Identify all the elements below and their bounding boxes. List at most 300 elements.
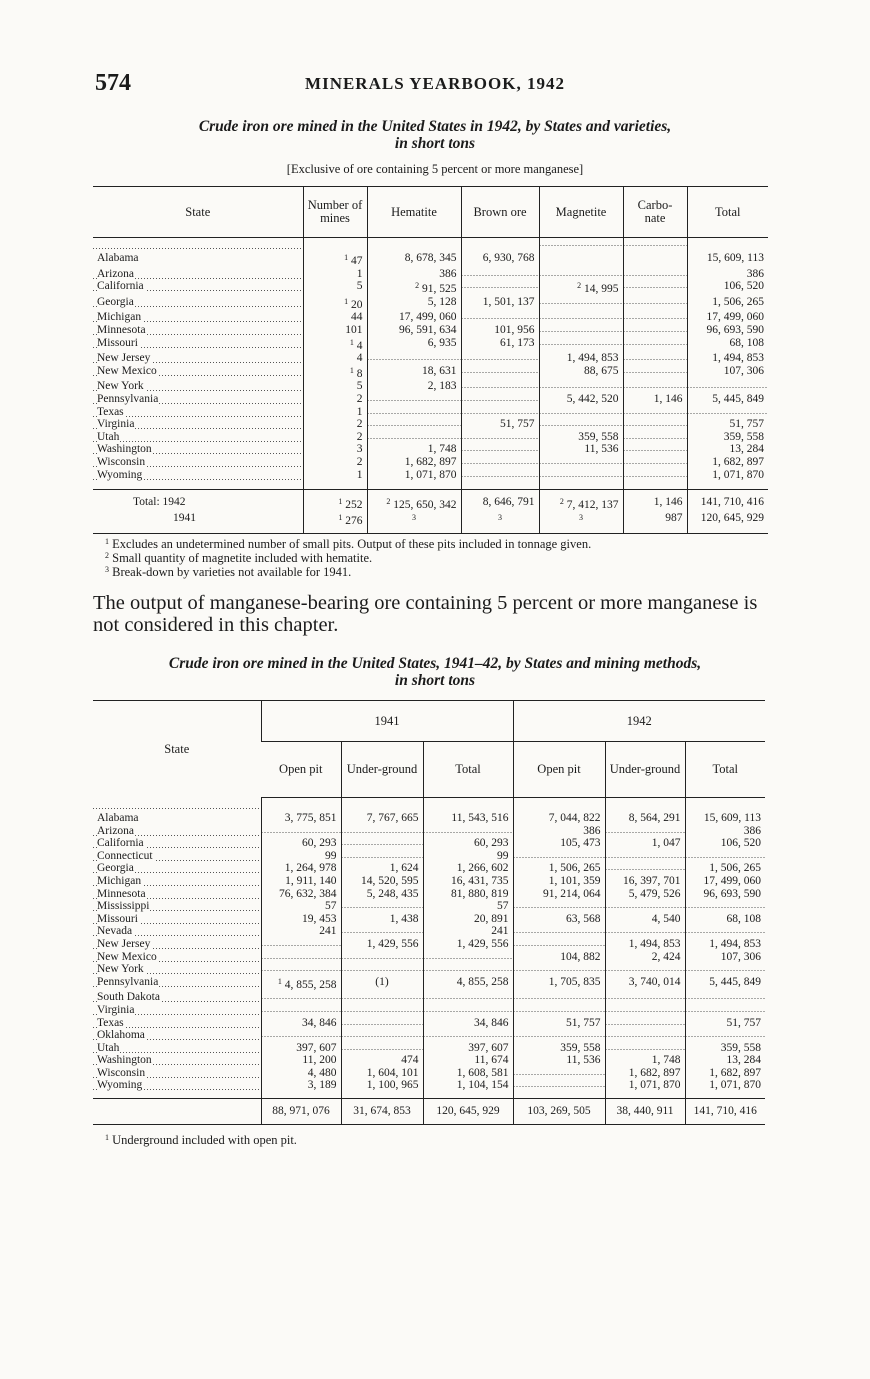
open-pit-1941-cell <box>261 991 341 1004</box>
state-cell <box>93 337 303 353</box>
total-1942-total: 141, 710, 416 <box>685 1099 765 1125</box>
brown-ore-cell <box>461 311 539 324</box>
state-cell <box>93 406 303 419</box>
open-pit-1941-cell <box>261 825 341 838</box>
brown-ore-cell-value: 6, 930, 768 <box>482 252 535 264</box>
open-pit-1942-cell <box>513 991 605 1004</box>
table-by-mining-methods <box>93 700 765 1125</box>
state-cell <box>93 963 261 976</box>
underground-1941-cell <box>341 913 423 926</box>
total-1942-cell <box>685 900 765 913</box>
total-cell <box>687 469 768 490</box>
brown-ore-cell-value: 51, 757 <box>500 418 535 431</box>
underground-1941-cell-value: 5, 248, 435 <box>366 887 419 900</box>
open-pit-1941-cell-value: 76, 632, 384 <box>279 887 337 900</box>
state-name: Michigan <box>97 311 142 324</box>
total-1942-cell <box>685 888 765 901</box>
underground-1941-cell-value: 1, 429, 556 <box>366 937 419 950</box>
table-by-varieties <box>93 186 768 534</box>
state-name: New Mexico <box>97 950 157 963</box>
open-pit-1941-cell <box>261 925 341 938</box>
magnetite-cell <box>539 418 623 431</box>
total-1941-cell-value: 16, 431, 735 <box>451 874 509 887</box>
total-1942-cell <box>685 1029 765 1042</box>
state-name: Texas <box>97 405 124 418</box>
state-name: Virginia <box>97 418 135 431</box>
total-cell <box>687 512 768 534</box>
hematite-cell <box>367 418 461 431</box>
table-row <box>93 798 765 825</box>
total-cell <box>687 418 768 431</box>
hematite-cell-value: 8, 678, 345 <box>404 252 457 264</box>
open-pit-1941-cell-value: 19, 453 <box>302 912 337 925</box>
underground-1941-cell <box>341 1042 423 1055</box>
open-pit-1941-cell <box>261 1054 341 1067</box>
underground-1942-cell-value: 3, 740, 014 <box>628 975 681 988</box>
open-pit-1941-cell-value: 11, 200 <box>302 1054 337 1067</box>
total-1942-cell-value: 1, 071, 870 <box>709 1079 761 1092</box>
brown-ore-cell <box>461 280 539 296</box>
state-name: Oklahoma <box>97 1029 145 1042</box>
footnote-text: Underground included with open pit. <box>112 1133 297 1147</box>
underground-1941-cell-value: 7, 767, 665 <box>366 812 419 824</box>
state-name: Utah <box>97 430 120 443</box>
carbonate-cell <box>623 337 687 353</box>
footnote-mark: 2 <box>386 497 391 507</box>
total-cell <box>687 311 768 324</box>
open-pit-1942-cell <box>513 1042 605 1055</box>
table-row <box>93 1079 765 1098</box>
state-cell <box>93 469 303 490</box>
state-cell <box>93 365 303 381</box>
footnote <box>105 1132 297 1146</box>
total-1942-cell <box>685 963 765 976</box>
open-pit-1941-cell-value: 57 <box>325 900 337 913</box>
total-1941-cell-value: 34, 846 <box>474 1016 509 1029</box>
footnote <box>105 564 591 578</box>
open-pit-1942-cell <box>513 951 605 964</box>
footnote-mark: 2 <box>559 497 564 507</box>
total-1941-cell-value: 57 <box>497 900 509 913</box>
underground-1941-cell-value: 1, 624 <box>389 862 419 875</box>
footnote-mark: 2 <box>105 551 109 560</box>
total-cell <box>687 324 768 337</box>
underground-1942-cell-value: 8, 564, 291 <box>628 812 681 824</box>
underground-1942-cell <box>605 938 685 951</box>
table-row <box>93 1042 765 1055</box>
open-pit-1942-cell <box>513 888 605 901</box>
footnote-mark: 3 <box>105 565 109 574</box>
carbonate-cell <box>623 324 687 337</box>
open-pit-1942-cell <box>513 1079 605 1098</box>
table-row <box>93 938 765 951</box>
total-1942-cell <box>685 875 765 888</box>
hematite-cell <box>367 296 461 312</box>
total-cell-value: 68, 108 <box>729 336 764 349</box>
total-1941-cell <box>423 1079 513 1098</box>
state-cell <box>93 951 261 964</box>
brown-ore-cell-value: 61, 173 <box>500 336 535 349</box>
total-1942-cell-value: 13, 284 <box>726 1054 761 1067</box>
total-1941-cell-value: 241 <box>491 925 509 938</box>
underground-1942-cell <box>605 798 685 825</box>
state-cell <box>93 296 303 312</box>
total-1942-cell-value: 51, 757 <box>726 1016 761 1029</box>
open-pit-1941-cell-value: 3, 775, 851 <box>284 812 337 824</box>
carbonate-cell <box>623 238 687 268</box>
carbonate-cell <box>623 365 687 381</box>
underground-1942-cell <box>605 1042 685 1055</box>
hematite-cell <box>367 238 461 268</box>
carbonate-cell <box>623 311 687 324</box>
table-row <box>93 925 765 938</box>
footnote <box>105 536 591 550</box>
total-1941-cell <box>423 1017 513 1030</box>
open-pit-1941-cell-value: 34, 846 <box>302 1016 337 1029</box>
total-cell-value: 15, 609, 113 <box>706 252 764 264</box>
total-1941-cell-value: 1, 104, 154 <box>456 1079 509 1092</box>
magnetite-cell <box>539 324 623 337</box>
open-pit-1942-cell <box>513 1054 605 1067</box>
hematite-cell <box>367 311 461 324</box>
total-cell <box>687 352 768 365</box>
totals-row <box>93 490 768 512</box>
underground-1941-cell <box>341 862 423 875</box>
col-header-underground-1941: Under-ground <box>341 742 423 798</box>
hematite-cell-value: 386 <box>439 267 457 280</box>
magnetite-cell-value: 1, 494, 853 <box>566 352 619 365</box>
underground-1942-cell-value: 4, 540 <box>651 912 681 925</box>
total-1941-cell <box>423 991 513 1004</box>
carbonate-cell <box>623 280 687 296</box>
open-pit-1942-cell-value: 105, 473 <box>560 837 601 850</box>
mines-cell-value: 252 <box>345 499 363 512</box>
underground-1942-cell-value: 1, 682, 897 <box>628 1066 681 1079</box>
mines-cell-value: 2 <box>356 392 363 405</box>
state-name: South Dakota <box>97 991 160 1004</box>
magnetite-cell <box>539 352 623 365</box>
magnetite-cell <box>539 380 623 393</box>
footnote-mark: 1 <box>105 537 109 546</box>
total-1942-cell-value: 96, 693, 590 <box>703 887 761 900</box>
open-pit-1942-cell-value: 1, 506, 265 <box>548 862 601 875</box>
col-header-state: State <box>164 741 190 756</box>
open-pit-1941-cell-value: 4, 855, 258 <box>284 978 337 991</box>
open-pit-1942-cell <box>513 862 605 875</box>
underground-1941-cell-value: 14, 520, 595 <box>361 874 419 887</box>
hematite-cell-value: 1, 748 <box>427 443 457 456</box>
state-name: Minnesota <box>97 887 146 900</box>
table-row <box>93 1067 765 1080</box>
state-cell <box>93 1004 261 1017</box>
hematite-cell <box>367 352 461 365</box>
table-row <box>93 352 768 365</box>
total-1942-cell <box>685 798 765 825</box>
underground-1942-cell <box>605 991 685 1004</box>
open-pit-1941-cell-value: 1, 911, 140 <box>285 874 337 887</box>
state-cell <box>93 238 303 268</box>
total-cell <box>687 365 768 381</box>
state-name: Minnesota <box>97 323 146 336</box>
total-1941-cell-value: 11, 543, 516 <box>451 812 509 824</box>
table1-subcaption: [Exclusive of ore containing 5 percent or more manganese] <box>286 162 584 176</box>
total-1941-total: 120, 645, 929 <box>423 1099 513 1125</box>
mines-cell <box>303 469 367 490</box>
open-pit-1942-cell <box>513 1004 605 1017</box>
total-cell-value: 359, 558 <box>723 430 764 443</box>
table-row <box>93 337 768 353</box>
open-pit-1941-cell <box>261 1017 341 1030</box>
underground-1942-cell-value: 5, 479, 526 <box>628 887 681 900</box>
col-header-hematite: Hematite <box>367 187 461 238</box>
state-name: Pennsylvania <box>97 975 159 988</box>
table2-caption-line1: Crude iron ore mined in the United States, 1941–42, by States and mining methods, <box>168 655 702 672</box>
body-paragraph: The output of manganese-bearing ore containing 5 percent or more manganese is not considered in this chapter. <box>93 592 758 636</box>
mines-cell-value: 1 <box>356 267 363 280</box>
total-1941-cell <box>423 913 513 926</box>
open-pit-1942-cell <box>513 1029 605 1042</box>
total-cell-value: 141, 710, 416 <box>700 496 764 509</box>
underground-1942-cell <box>605 850 685 863</box>
underground-1941-cell <box>341 976 423 992</box>
total-1942-cell <box>685 938 765 951</box>
page-number: 574 <box>95 70 131 96</box>
total-cell-value: 1, 071, 870 <box>712 468 764 481</box>
total-1942-cell <box>685 976 765 992</box>
mines-cell <box>303 352 367 365</box>
open-pit-1942-cell-value: 386 <box>583 824 601 837</box>
total-1941-cell-value: 20, 891 <box>474 912 509 925</box>
carbonate-cell <box>623 296 687 312</box>
underground-1942-cell <box>605 1017 685 1030</box>
total-1941-cell-value: 1, 266, 602 <box>456 862 509 875</box>
total-1941-cell-value: 4, 855, 258 <box>456 975 509 988</box>
total-1941-cell <box>423 900 513 913</box>
state-name: Missouri <box>97 912 138 925</box>
mines-cell <box>303 365 367 381</box>
state-cell <box>93 311 303 324</box>
hematite-cell <box>367 456 461 469</box>
mines-cell-value: 4 <box>356 339 363 352</box>
underground-1942-cell <box>605 925 685 938</box>
total-1942-cell <box>685 913 765 926</box>
open-pit-1941-cell-value: 1, 264, 978 <box>284 862 337 875</box>
underground-1942-cell-value: 16, 397, 701 <box>623 874 681 887</box>
table1-caption-line2: in short tons <box>394 135 476 152</box>
underground-1942-cell <box>605 837 685 850</box>
carbonate-cell-value: 1, 146 <box>653 392 683 405</box>
carbonate-cell <box>623 418 687 431</box>
open-pit-1941-cell-value: 397, 607 <box>296 1041 337 1054</box>
magnetite-cell <box>539 296 623 312</box>
carbonate-cell-value: 1, 146 <box>653 496 683 509</box>
open-pit-1941-cell <box>261 951 341 964</box>
open-pit-1941-cell <box>261 837 341 850</box>
table-row <box>93 296 768 312</box>
mines-cell <box>303 311 367 324</box>
total-1941-cell <box>423 850 513 863</box>
underground-1942-cell <box>605 963 685 976</box>
mines-cell-value: 44 <box>351 311 363 324</box>
open-pit-1941-cell <box>261 1067 341 1080</box>
footnote-mark: 3 <box>498 512 502 522</box>
state-name: Missouri <box>97 336 138 349</box>
state-cell <box>93 798 261 825</box>
total-1942-cell <box>685 1054 765 1067</box>
underground-1941-cell <box>341 888 423 901</box>
underground-1941-cell <box>341 938 423 951</box>
table-row <box>93 268 768 281</box>
hematite-cell <box>367 324 461 337</box>
state-cell <box>93 443 303 456</box>
hematite-cell <box>367 431 461 444</box>
open-pit-1941-cell-value: 3, 189 <box>307 1079 337 1092</box>
magnetite-cell-value: 7, 412, 137 <box>566 499 619 512</box>
total-1941-cell <box>423 951 513 964</box>
underground-1941-cell-value: 474 <box>401 1054 419 1067</box>
state-cell <box>93 913 261 926</box>
state-name: Wyoming <box>97 1079 143 1092</box>
underground-1942-total: 38, 440, 911 <box>605 1099 685 1125</box>
table-row <box>93 991 765 1004</box>
underground-1941-cell <box>341 963 423 976</box>
table-row <box>93 900 765 913</box>
carbonate-cell <box>623 268 687 281</box>
magnetite-cell <box>539 490 623 512</box>
hematite-cell-value: 125, 650, 342 <box>393 499 457 512</box>
state-name: Arizona <box>97 824 135 837</box>
open-pit-1942-cell-value: 359, 558 <box>560 1041 601 1054</box>
footnote-mark: 2 <box>577 281 582 291</box>
table2-footnote <box>105 1132 297 1146</box>
mines-cell <box>303 418 367 431</box>
table-row <box>93 469 768 490</box>
col-header-state: State <box>93 187 303 238</box>
state-name: New Mexico <box>97 364 157 377</box>
open-pit-1941-cell <box>261 850 341 863</box>
underground-1941-cell <box>341 837 423 850</box>
hematite-cell <box>367 380 461 393</box>
underground-1941-cell <box>341 825 423 838</box>
state-cell <box>93 875 261 888</box>
open-pit-1941-cell <box>261 976 341 992</box>
state-name: Alabama <box>97 811 139 824</box>
magnetite-cell <box>539 238 623 268</box>
state-name: Connecticut <box>97 849 153 862</box>
total-1941-cell <box>423 1004 513 1017</box>
state-cell <box>93 991 261 1004</box>
total-cell <box>687 393 768 406</box>
state-name: Texas <box>97 1016 124 1029</box>
underground-1941-cell <box>341 798 423 825</box>
underground-1942-cell <box>605 862 685 875</box>
total-1942-cell-value: 5, 445, 849 <box>709 975 761 988</box>
table-row <box>93 365 768 381</box>
totals-label-empty <box>93 1099 261 1125</box>
state-name: Wisconsin <box>97 455 146 468</box>
table-row <box>93 862 765 875</box>
carbonate-cell <box>623 490 687 512</box>
table-row <box>93 976 765 992</box>
total-1941-cell-value: 1, 429, 556 <box>456 937 509 950</box>
total-1941-cell <box>423 875 513 888</box>
total-cell-value: 13, 284 <box>729 443 764 456</box>
total-1942-cell-value: 386 <box>743 824 761 837</box>
state-name: Wisconsin <box>97 1066 146 1079</box>
total-1941-cell <box>423 1054 513 1067</box>
mines-cell-value: 20 <box>351 298 363 311</box>
state-name: Washington <box>97 443 152 456</box>
state-cell <box>93 925 261 938</box>
state-name: New York <box>97 963 144 976</box>
total-1942-cell-value: 1, 506, 265 <box>709 862 761 875</box>
total-cell <box>687 280 768 296</box>
state-name: Virginia <box>97 1003 135 1016</box>
total-1942-cell <box>685 1079 765 1098</box>
total-1942-cell <box>685 1067 765 1080</box>
total-1941-cell-value: 60, 293 <box>474 837 509 850</box>
magnetite-cell <box>539 393 623 406</box>
footnote-mark: 3 <box>412 512 416 522</box>
underground-1942-cell <box>605 1054 685 1067</box>
state-name: Alabama <box>97 252 139 264</box>
table1-caption <box>95 118 775 152</box>
total-cell-value: 1, 494, 853 <box>712 352 764 365</box>
footnote-mark: 1 <box>349 337 354 347</box>
table2-caption <box>95 655 775 689</box>
total-1941-cell-value: 81, 880, 819 <box>451 887 509 900</box>
underground-1942-cell-value: 1, 748 <box>651 1054 681 1067</box>
mines-cell <box>303 324 367 337</box>
hematite-cell-value: 91, 525 <box>422 283 457 296</box>
open-pit-1941-cell-value: 99 <box>325 849 337 862</box>
underground-1942-cell <box>605 1067 685 1080</box>
col-header-total-1942: Total <box>685 742 765 798</box>
total-1942-cell-value: 359, 558 <box>720 1041 761 1054</box>
underground-1941-cell <box>341 900 423 913</box>
underground-1941-cell <box>341 1029 423 1042</box>
underground-1941-cell <box>341 1054 423 1067</box>
total-1941-cell <box>423 1042 513 1055</box>
underground-1941-cell <box>341 991 423 1004</box>
total-cell-value: 106, 520 <box>723 280 764 293</box>
page-header <box>95 70 775 96</box>
mines-cell <box>303 490 367 512</box>
mines-cell <box>303 406 367 419</box>
brown-ore-cell <box>461 380 539 393</box>
total-cell-value: 1, 682, 897 <box>712 455 764 468</box>
brown-ore-cell <box>461 324 539 337</box>
underground-1942-cell <box>605 1029 685 1042</box>
brown-ore-cell <box>461 393 539 406</box>
mines-cell-value: 2 <box>356 455 363 468</box>
mines-cell-value: 4 <box>356 352 363 365</box>
total-1941-cell <box>423 888 513 901</box>
total-cell-value: 386 <box>746 267 764 280</box>
open-pit-1941-cell-value: 241 <box>319 925 337 938</box>
hematite-cell-value: 5, 128 <box>427 295 457 308</box>
underground-1942-cell <box>605 976 685 992</box>
underground-1942-cell-value: 1, 071, 870 <box>628 1079 681 1092</box>
brown-ore-cell <box>461 337 539 353</box>
state-cell <box>93 418 303 431</box>
hematite-cell-value: 1, 071, 870 <box>404 468 457 481</box>
table-row <box>93 238 768 268</box>
total-1941-cell <box>423 976 513 992</box>
table-row <box>93 456 768 469</box>
total-1941-cell <box>423 1029 513 1042</box>
underground-1942-cell-value: 1, 494, 853 <box>628 937 681 950</box>
